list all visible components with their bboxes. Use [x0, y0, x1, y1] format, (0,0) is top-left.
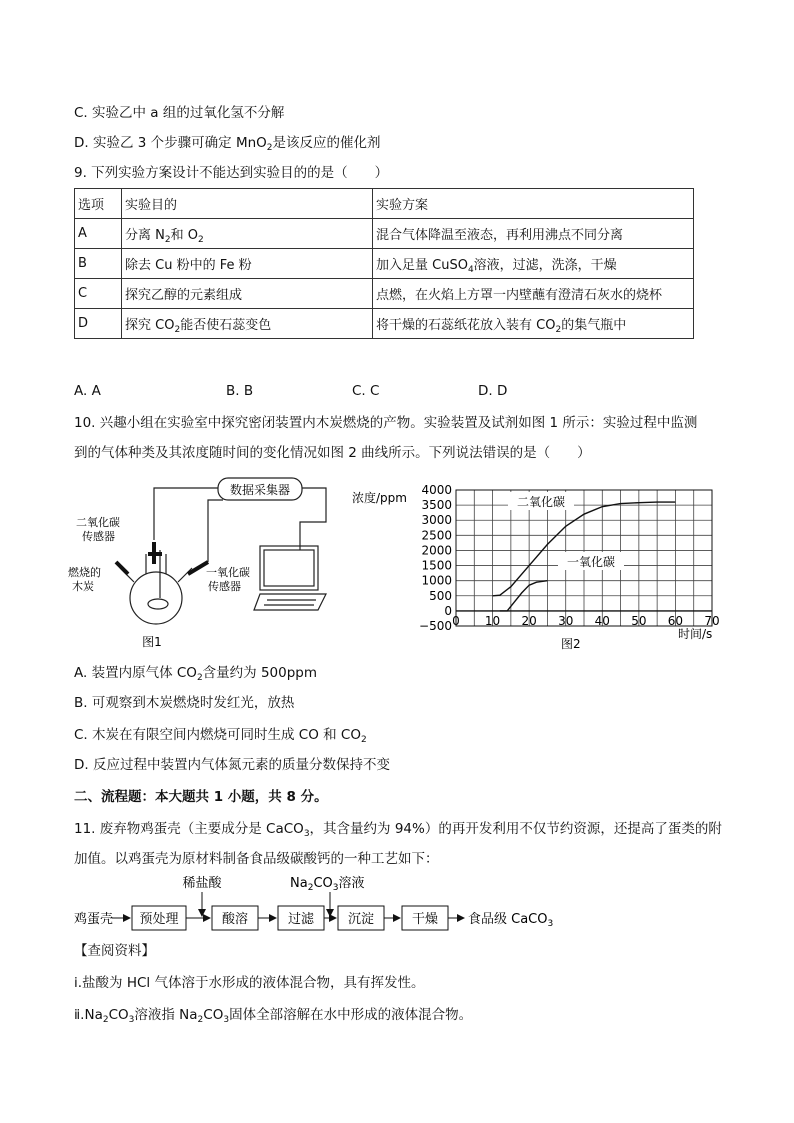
charcoal-label-2: 木炭 — [72, 580, 94, 593]
y-tick-label: 3000 — [421, 513, 452, 528]
table-row — [75, 249, 694, 279]
y-tick-label: 1000 — [421, 573, 452, 588]
reagent-2 — [290, 875, 365, 893]
laptop-screen — [260, 546, 318, 590]
plan-cell: 混合气体降温至液态，再利用沸点不同分离 — [373, 219, 694, 249]
purpose-cell — [122, 219, 373, 249]
sub: 3 — [547, 919, 554, 929]
info-title: 【查阅资料】 — [74, 943, 155, 959]
stopper — [148, 552, 162, 556]
text: 溶液指 Na — [134, 1007, 198, 1023]
sub: 2 — [164, 235, 171, 245]
q10-option-b: B. 可观察到木炭燃烧时发红光，放热 — [74, 695, 295, 711]
table-row — [75, 309, 694, 339]
figure-1-apparatus — [68, 470, 338, 650]
flow-step-2: 酸溶 — [221, 912, 249, 927]
y-tick-label: 2000 — [421, 543, 452, 558]
y-tick-label: −500 — [419, 619, 452, 633]
text: Na — [290, 876, 308, 891]
y-tick-label: 500 — [429, 588, 452, 603]
header-cell: 实验方案 — [373, 189, 694, 219]
header-cell: 选项 — [75, 189, 122, 219]
laptop-keyboard — [254, 594, 326, 610]
table-header-row — [75, 189, 694, 219]
x-tick-label: 30 — [558, 613, 574, 628]
text: 溶液 — [338, 876, 365, 891]
sub: 3 — [223, 1015, 230, 1025]
figure-2-caption: 图2 — [561, 637, 581, 651]
text: 食品级 CaCO — [468, 912, 548, 927]
q8-opt-d-post: 是该反应的催化剂 — [272, 135, 381, 151]
reagent-1: 稀盐酸 — [182, 876, 222, 891]
process-flow — [70, 872, 590, 938]
sub: 2 — [307, 883, 314, 893]
laptop-screen-inner — [264, 550, 314, 586]
text: CO — [203, 1007, 224, 1023]
q10-stem-line2: 到的气体种类及其浓度随时间的变化情况如图 2 曲线所示。下列说法错误的是（ ） — [74, 445, 591, 461]
flow-step-1: 预处理 — [139, 912, 179, 927]
q10-option-d: D. 反应过程中装置内气体氮元素的质量分数保持不变 — [74, 757, 390, 773]
text: A. 装置内原气体 CO — [74, 665, 197, 681]
plan-cell: 点燃，在火焰上方罩一内壁蘸有澄清石灰水的烧杯 — [373, 279, 694, 309]
inlet-stopper — [116, 562, 128, 574]
text: C. 木炭在有限空间内燃烧可同时生成 CO 和 CO — [74, 727, 361, 743]
x-tick-label: 0 — [452, 613, 460, 628]
wire — [208, 500, 223, 562]
co2-curve-label: 二氧化碳 — [516, 495, 566, 509]
y-tick-label: 4000 — [421, 483, 452, 497]
x-tick-label: 60 — [667, 613, 684, 628]
choice-d: D. D — [478, 383, 508, 399]
flow-step-3: 过滤 — [287, 912, 315, 927]
text: 加入足量 CuSO — [376, 258, 468, 273]
q11-stem-line2: 加值。以鸡蛋壳为原材料制备食品级碳酸钙的一种工艺如下： — [74, 851, 439, 867]
text: 含量约为 500ppm — [202, 665, 318, 681]
sub: 3 — [128, 1015, 135, 1025]
choice-b: B. B — [226, 383, 254, 399]
table-row — [75, 219, 694, 249]
charcoal — [148, 599, 168, 609]
choice-c: C. C — [352, 383, 380, 399]
y-axis-label: 浓度/ppm — [352, 491, 407, 505]
choice-a: A. A — [74, 383, 101, 399]
opt-cell: C — [75, 279, 122, 309]
charcoal-label: 燃烧的 — [68, 566, 101, 579]
x-tick-label: 40 — [594, 613, 610, 628]
co-sensor-label-2: 传感器 — [208, 580, 241, 593]
text: ，其含量约为 94%）的再开发利用不仅节约资源，还提高了蛋类的附 — [309, 821, 722, 837]
q10-option-a — [74, 664, 317, 682]
y-tick-label: 0 — [444, 603, 452, 618]
q8-opt-d-sub: 2 — [266, 143, 273, 153]
q8-opt-d-pre: D. 实验乙 3 个步骤可确定 MnO — [74, 135, 267, 151]
x-tick-label: 10 — [484, 613, 501, 628]
info-i: ⅰ.盐酸为 HCl 气体溶于水形成的液体混合物，具有挥发性。 — [74, 975, 425, 991]
y-tick-label: 2500 — [421, 528, 452, 543]
section-2-heading: 二、流程题：本大题共 1 小题，共 8 分。 — [74, 789, 328, 805]
sub: 2 — [197, 235, 204, 245]
co-sensor — [188, 562, 208, 574]
sub: 4 — [467, 265, 474, 275]
text: 探究 CO — [125, 318, 175, 333]
q8-option-c: C. 实验乙中 a 组的过氧化氢不分解 — [74, 105, 285, 121]
flow-start: 鸡蛋壳 — [74, 912, 114, 927]
sub: 2 — [174, 325, 181, 335]
opt-cell: D — [75, 309, 122, 339]
q10-option-c — [74, 726, 367, 744]
plan-cell — [373, 309, 694, 339]
purpose-cell — [122, 309, 373, 339]
sub: 2 — [197, 1015, 204, 1025]
flow-step-4: 沉淀 — [347, 912, 375, 927]
purpose-cell: 除去 Cu 粉中的 Fe 粉 — [122, 249, 373, 279]
text: 分离 N — [125, 228, 165, 243]
co2-sensor-label-2: 传感器 — [82, 530, 115, 543]
plan-cell — [373, 249, 694, 279]
sub: 2 — [555, 325, 562, 335]
text: 的集气瓶中 — [561, 318, 627, 333]
table-row — [75, 279, 694, 309]
q11-stem-line1 — [74, 820, 722, 838]
purpose-cell: 探究乙醇的元素组成 — [122, 279, 373, 309]
sub: 3 — [332, 883, 339, 893]
info-ii — [74, 1006, 472, 1024]
co-sensor-label: 一氧化碳 — [206, 566, 250, 579]
wire — [300, 488, 326, 550]
flow-end — [468, 912, 553, 929]
flow-step-5: 干燥 — [411, 912, 439, 927]
q8-option-d — [74, 134, 381, 152]
text: 将干燥的石蕊纸花放入装有 CO — [376, 318, 556, 333]
x-tick-label: 20 — [521, 613, 537, 628]
sub: 2 — [196, 673, 203, 683]
text: ⅱ.Na — [74, 1007, 103, 1023]
text: CO — [313, 876, 333, 891]
q9-table — [74, 188, 694, 339]
flask — [130, 572, 182, 624]
text: 溶液，过滤，洗涤，干燥 — [473, 258, 617, 273]
y-tick-label: 3500 — [421, 498, 452, 513]
text: 11. 废弃物鸡蛋壳（主要成分是 CaCO — [74, 821, 304, 837]
opt-cell: B — [75, 249, 122, 279]
x-axis-label: 时间/s — [678, 627, 713, 641]
header-cell: 实验目的 — [122, 189, 373, 219]
collector-label: 数据采集器 — [229, 483, 291, 497]
figure-1-caption: 图1 — [142, 635, 162, 649]
opt-cell: A — [75, 219, 122, 249]
q10-stem-line1: 10. 兴趣小组在实验室中探究密闭装置内木炭燃烧的产物。实验装置及试剂如图 1 所示：实验过程中监测 — [74, 415, 698, 431]
text: 固体全部溶解在水中形成的液体混合物。 — [229, 1007, 473, 1023]
figure-2-chart — [348, 476, 728, 652]
sub: 2 — [361, 735, 367, 745]
text: CO — [108, 1007, 129, 1023]
q9-stem: 9. 下列实验方案设计不能达到实验目的的是（ ） — [74, 165, 389, 181]
co2-sensor-label: 二氧化碳 — [76, 516, 120, 529]
text: 和 O — [170, 228, 198, 243]
x-tick-label: 50 — [631, 613, 647, 628]
x-tick-label: 70 — [704, 613, 720, 628]
sub: 2 — [102, 1015, 109, 1025]
flask-side-neck — [120, 568, 192, 582]
sub: 3 — [303, 829, 310, 839]
text: 能否使石蕊变色 — [180, 318, 272, 333]
co-curve-label: 一氧化碳 — [566, 555, 616, 569]
y-tick-label: 1500 — [421, 558, 452, 573]
